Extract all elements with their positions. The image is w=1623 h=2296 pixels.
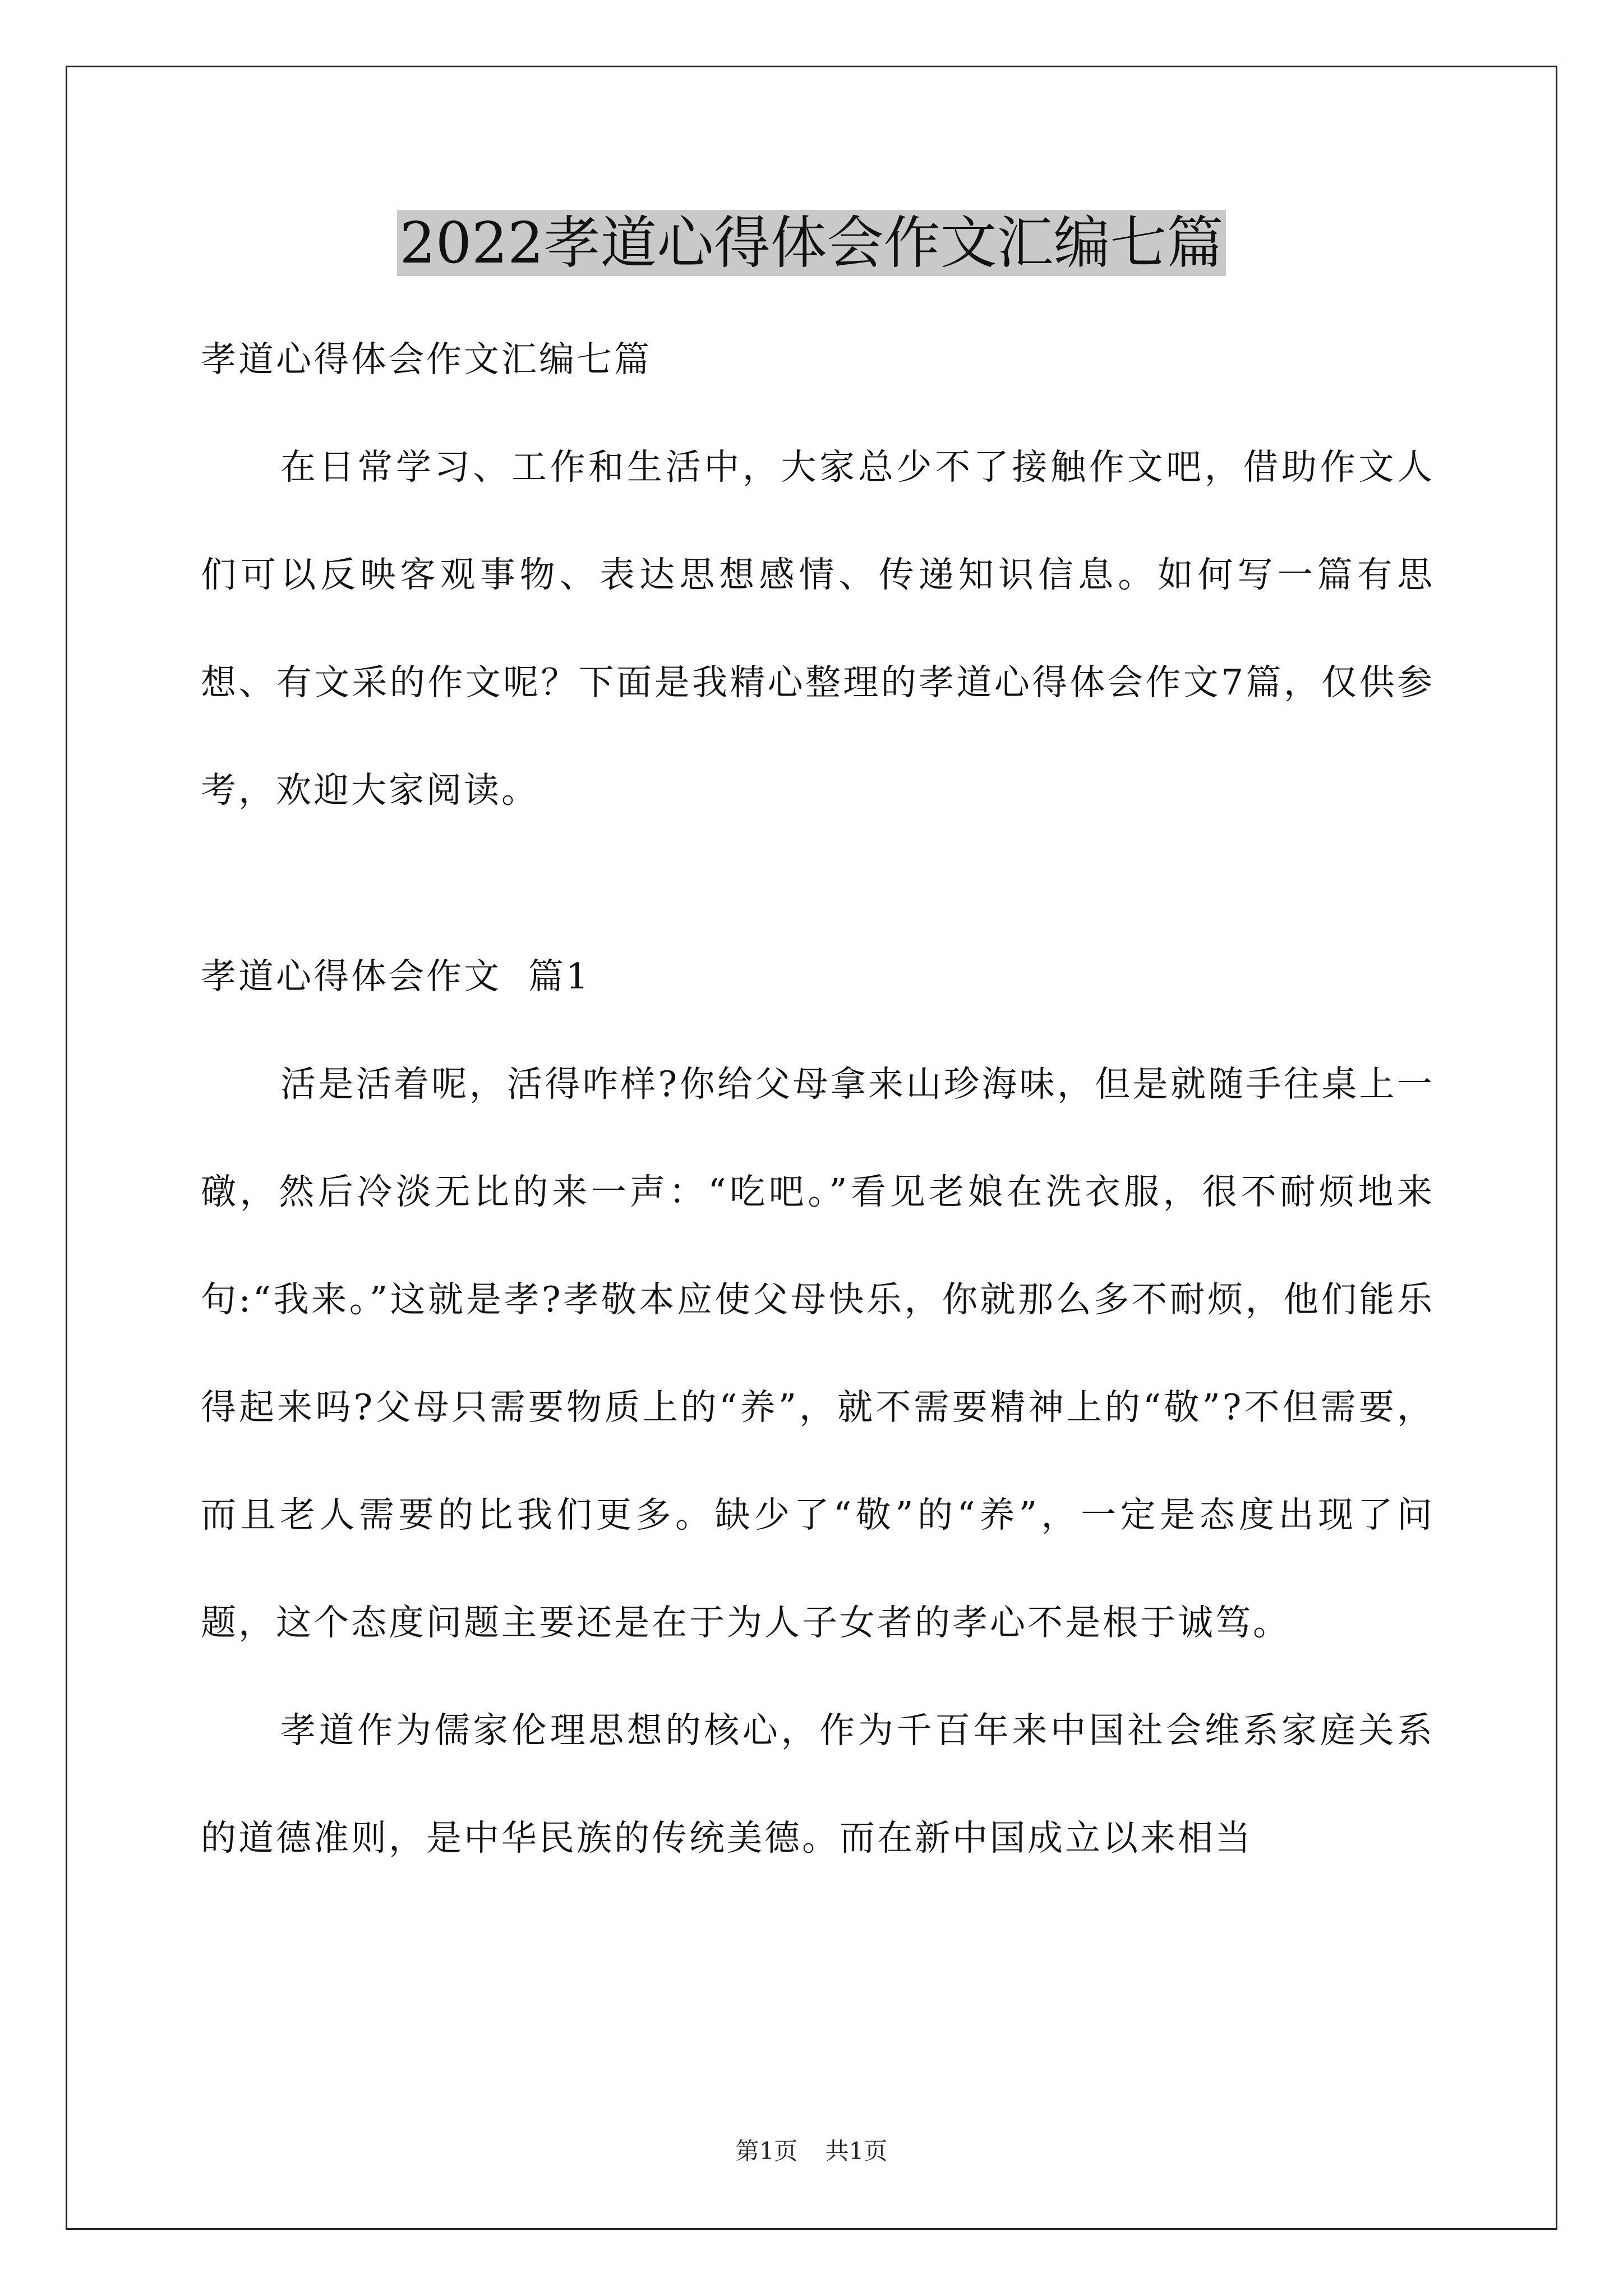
page-total: 共1页	[825, 2137, 888, 2165]
document-body	[201, 306, 1435, 1892]
document-subtitle: 孝道心得体会作文汇编七篇	[201, 339, 652, 380]
intro-paragraph: 在日常学习、工作和生活中，大家总少不了接触作文吧，借助作文人们可以反映客观事物、表达思想感情、传递知识信息。如何写一篇有思想、有文采的作文呢？下面是我精心整理的孝道心得体会作文7篇，仅供参考，欢迎大家阅读。	[201, 447, 1435, 811]
body-paragraph: 活是活着呢，活得咋样?你给父母拿来山珍海味，但是就随手往桌上一礅，然后冷淡无比的来一声：“吃吧。”看见老娘在洗衣服，很不耐烦地来句:“我来。”这就是孝?孝敬本应使父母快乐，你就那么多不耐烦，他们能乐得起来吗?父母只需要物质上的“养”，就不需要精神上的“敬”?不但需要，而且老人需要的比我们更多。缺少了“敬”的“养”，一定是态度出现了问题，这个态度问题主要还是在于为人子女者的孝心不是根于诚笃。	[201, 1064, 1435, 1643]
section-heading: 孝道心得体会作文 篇1	[201, 956, 591, 997]
page-number: 第1页	[735, 2137, 798, 2165]
document-title-text: 2022孝道心得体会作文汇编七篇	[397, 210, 1225, 276]
section-gap	[201, 844, 1435, 923]
body-paragraph: 孝道作为儒家伦理思想的核心，作为千百年来中国社会维系家庭关系的道德准则，是中华民族的传统美德。而在新中国成立以来相当	[201, 1710, 1435, 1858]
page-footer	[0, 2134, 1623, 2168]
document-title	[0, 206, 1623, 279]
